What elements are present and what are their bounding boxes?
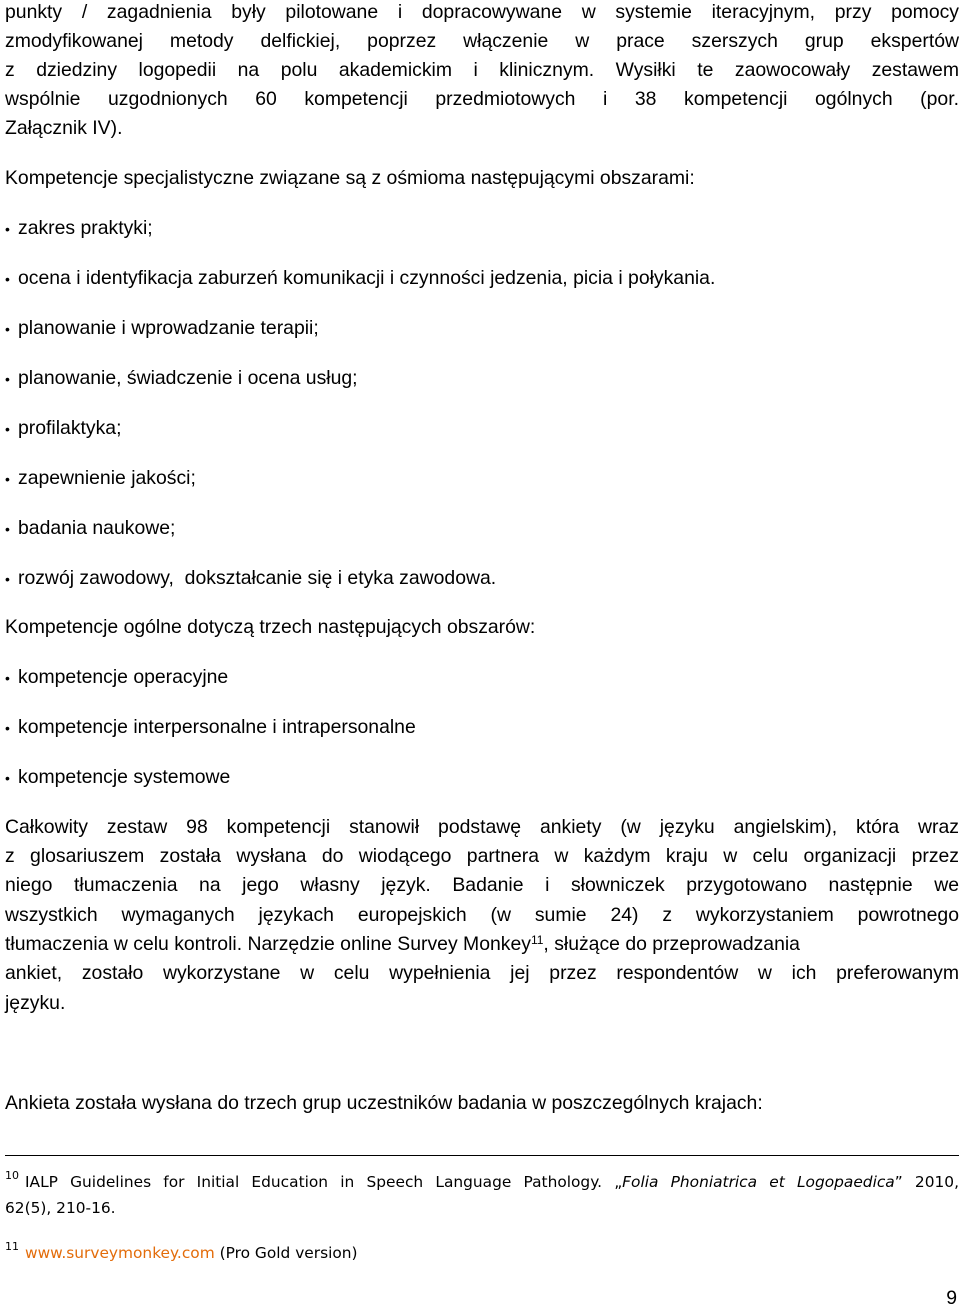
specialist-list-item [5, 516, 175, 541]
bullet-icon: • [5, 720, 10, 736]
specialist-list-item [5, 316, 319, 341]
specialist-list-item [5, 366, 358, 391]
intro-line-2: zmodyfikowanej metody delfickiej, poprzez włączenie w prace szerszych grup ekspertów [5, 30, 959, 52]
general-list-item [5, 715, 416, 740]
bullet-icon: • [5, 371, 10, 387]
specialist-list-item [5, 466, 196, 491]
paragraph-line-2: z glosariuszem została wysłana do wiodącego partnera w każdym kraju w celu organizacji przez [5, 845, 959, 867]
paragraph-line-5-text: tłumaczenia w celu kontroli. Narzędzie online Survey Monkey [5, 933, 531, 955]
paragraph-line-1: Całkowity zestaw 98 kompetencji stanowił podstawę ankiety (w języku angielskim), która wraz [5, 816, 959, 838]
list-item-text: zapewnienie jakości; [18, 467, 196, 489]
bullet-icon: • [5, 521, 10, 537]
specialist-list-item [5, 216, 153, 241]
bullet-icon: • [5, 471, 10, 487]
paragraph-line-4: wszystkich wymaganych językach europejskich (w sumie 24) z wykorzystaniem powrotnego [5, 904, 959, 926]
specialist-list-item [5, 266, 715, 291]
list-item-text: rozwój zawodowy, dokształcanie się i etyka zawodowa. [18, 567, 497, 589]
list-item-text: planowanie i wprowadzanie terapii; [18, 317, 319, 339]
paragraph-line-5-head [5, 932, 800, 956]
footnote-ref-11[interactable]: 11 [530, 933, 544, 947]
bullet-icon: • [5, 271, 10, 287]
footnote-text-end: ” 2010, [894, 1173, 959, 1191]
list-item-text: kompetencje systemowe [18, 766, 231, 788]
general-list-item [5, 765, 230, 790]
list-item-text: badania naukowe; [18, 517, 176, 539]
journal-title: Folia Phoniatrica et Logopaedica [622, 1173, 895, 1191]
footnote-separator [5, 1155, 959, 1156]
general-list-item [5, 665, 228, 690]
intro-line-3: z dziedziny logopedii na polu akademickim i klinicznym. Wysiłki te zaowocowały zestawem [5, 59, 959, 81]
general-heading: Kompetencje ogólne dotyczą trzech następujących obszarów: [5, 616, 536, 638]
list-item-text: kompetencje operacyjne [18, 666, 229, 688]
intro-line-1: punkty / zagadnienia były pilotowane i dopracowywane w systemie iteracyjnym, przy pomocy [5, 1, 959, 23]
footnote-text: IALP Guidelines for Initial Education in Speech Language Pathology. „ [25, 1173, 623, 1191]
final-sentence: Ankieta została wysłana do trzech grup uczestników badania w poszczególnych krajach: [5, 1092, 763, 1114]
list-item-text: kompetencje interpersonalne i intrapersonalne [18, 716, 416, 738]
specialist-list-item [5, 416, 121, 441]
specialist-heading: Kompetencje specjalistyczne związane są z ośmioma następującymi obszarami: [5, 167, 695, 189]
intro-line-5: Załącznik IV). [5, 117, 123, 139]
list-item-text: ocena i identyfikacja zaburzeń komunikacji i czynności jedzenia, picia i połykania. [18, 267, 716, 289]
footnote-number: 10 [5, 1169, 19, 1182]
footnote-10-line-2: 62(5), 210-16. [5, 1199, 116, 1217]
paragraph-line-6: ankiet, zostało wykorzystane w celu wypełnienia jej przez respondentów w ich preferowanym [5, 962, 959, 984]
list-item-text: profilaktyka; [18, 417, 122, 439]
bullet-icon: • [5, 571, 10, 587]
intro-line-4: wspólnie uzgodnionych 60 kompetencji przedmiotowych i 38 kompetencji ogólnych (por. [5, 88, 959, 110]
paragraph-line-5-tail: , służące do przeprowadzania [543, 933, 800, 955]
specialist-list-item [5, 566, 496, 591]
footnote-text: (Pro Gold version) [214, 1244, 358, 1262]
footnote-11 [5, 1242, 959, 1266]
bullet-icon: • [5, 770, 10, 786]
bullet-icon: • [5, 421, 10, 437]
list-item-text: zakres praktyki; [18, 217, 153, 239]
paragraph-line-5 [5, 932, 959, 956]
footnote-number: 11 [5, 1240, 19, 1253]
surveymonkey-link[interactable]: www.surveymonkey.com [25, 1244, 215, 1262]
paragraph-line-7: języku. [5, 992, 66, 1014]
footnote-10 [5, 1171, 959, 1195]
bullet-icon: • [5, 221, 10, 237]
paragraph-line-3: niego tłumaczenia na jego własny język. Badanie i słowniczek przygotowano następnie we [5, 874, 959, 896]
bullet-icon: • [5, 670, 10, 686]
page-number: 9 [946, 1287, 957, 1309]
bullet-icon: • [5, 321, 10, 337]
list-item-text: planowanie, świadczenie i ocena usług; [18, 367, 358, 389]
